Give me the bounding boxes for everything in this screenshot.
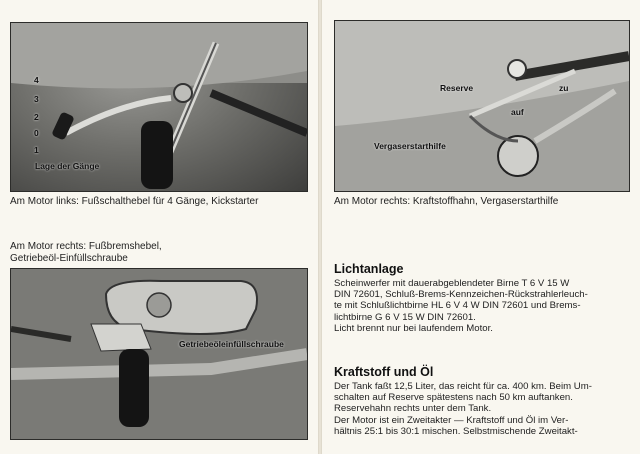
fuel-oil-paragraph — [334, 381, 628, 437]
caption-brake-lever-line2: Getriebeöl-Einfüllschraube — [10, 253, 128, 264]
fuel-tap-illustration — [335, 21, 629, 191]
fuel-oil-line: Der Motor ist ein Zweitakter — Kraftstoff und Öl im Ver- — [334, 414, 569, 426]
gear-lever-photo — [10, 22, 308, 192]
oil-filler-screw-label: Getriebeöleinfüllschraube — [179, 339, 284, 349]
gear-position-label: Lage der Gänge — [35, 161, 100, 171]
fuel-tap-photo — [334, 20, 630, 192]
caption-gear-lever: Am Motor links: Fußschalthebel für 4 Gänge, Kickstarter — [10, 196, 259, 207]
brake-lever-illustration — [11, 269, 307, 439]
reserve-label: Reserve — [440, 83, 474, 93]
brake-lever-photo — [10, 268, 308, 440]
lighting-line: DIN 72601, Schluß-Brems-Kennzeichen-Rückstrahlerleuch- — [334, 289, 588, 301]
gear-number-4: 4 — [34, 75, 39, 85]
gear-number-1: 1 — [34, 145, 39, 155]
fuel-oil-line: Reservehahn rechts unter dem Tank. — [334, 403, 492, 415]
closed-zu-label: zu — [559, 83, 569, 93]
fuel-oil-line: Der Tank faßt 12,5 Liter, das reicht für ca. 400 km. Beim Um- — [334, 381, 592, 392]
fuel-oil-line: schalten auf Reserve spätestens nach 50 km auftanken. — [334, 392, 573, 404]
open-auf-label: auf — [511, 107, 524, 117]
caption-brake-lever-line1: Am Motor rechts: Fußbremshebel, — [10, 241, 162, 252]
gear-number-0: 0 — [34, 128, 39, 138]
lighting-line: te mit Schlußlichtbirne HL 6 V 4 W DIN 72601 und Brems- — [334, 300, 581, 312]
choke-starthilfe-label: Vergaserstarthilfe — [374, 141, 446, 151]
lighting-line: lichtbirne G 6 V 15 W DIN 72601. — [334, 311, 476, 323]
lighting-paragraph — [334, 278, 628, 334]
lighting-line: Scheinwerfer mit dauerabgeblendeter Birne T 6 V 15 W — [334, 278, 570, 289]
gear-number-3: 3 — [34, 94, 39, 104]
section-title-fuel-oil: Kraftstoff und Öl — [334, 365, 434, 379]
gear-number-2: 2 — [34, 112, 39, 122]
section-title-lighting: Lichtanlage — [334, 262, 404, 276]
caption-fuel-tap: Am Motor rechts: Kraftstoffhahn, Vergaserstarthilfe — [334, 196, 559, 207]
lighting-line: Licht brennt nur bei laufendem Motor. — [334, 322, 493, 334]
fuel-oil-line: hältnis 25:1 bis 30:1 mischen. Selbstmischende Zweitakt- — [334, 425, 578, 437]
